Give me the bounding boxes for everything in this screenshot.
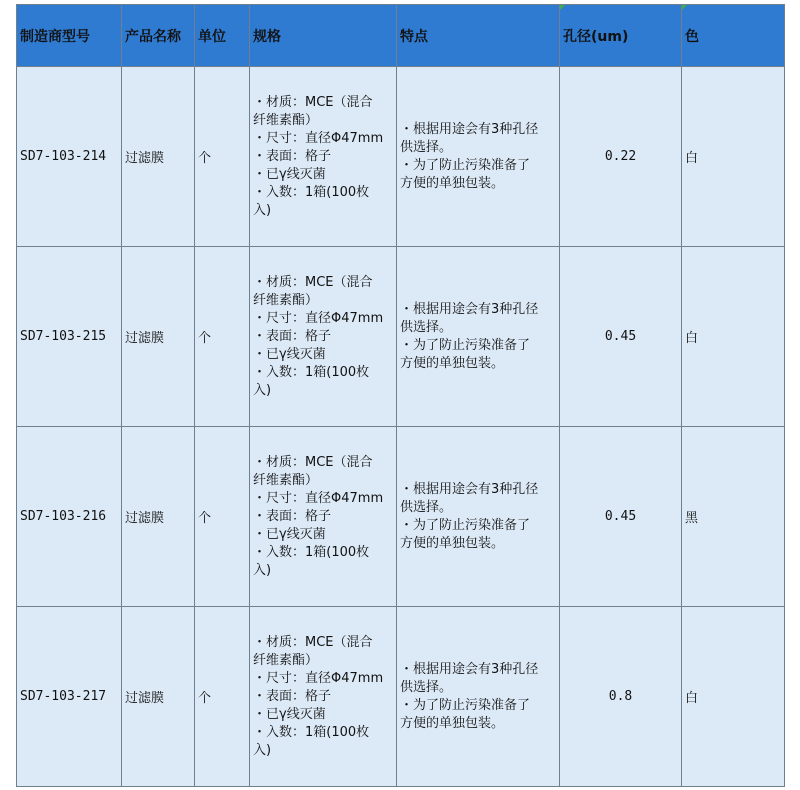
- cell-spec: ・材质：MCE（混合 纤维素酯） ・尺寸：直径Φ47mm ・表面：格子 ・已γ线灭菌 ・入数：1箱(100枚 入): [250, 607, 397, 787]
- cell-model: SD7-103-217: [17, 607, 122, 787]
- header-color: [682, 5, 785, 67]
- table-row: [17, 607, 785, 787]
- cell-feature: ・根据用途会有3种孔径 供选择。 ・为了防止污染准备了 方便的单独包装。: [397, 607, 560, 787]
- header-pore-size-label: 孔径(um): [563, 28, 629, 45]
- table-row: [17, 247, 785, 427]
- cell-color: 黑: [682, 427, 785, 607]
- cell-pore-size: 0.8: [560, 607, 682, 787]
- cell-color: 白: [682, 247, 785, 427]
- cell-pore-size: 0.45: [560, 427, 682, 607]
- header-product-name: 产品名称: [122, 5, 195, 67]
- table-row: [17, 67, 785, 247]
- cell-color: 白: [682, 67, 785, 247]
- cell-feature: ・根据用途会有3种孔径 供选择。 ・为了防止污染准备了 方便的单独包装。: [397, 67, 560, 247]
- cell-unit: 个: [195, 247, 250, 427]
- cell-feature: ・根据用途会有3种孔径 供选择。 ・为了防止污染准备了 方便的单独包装。: [397, 247, 560, 427]
- cell-spec: ・材质：MCE（混合 纤维素酯） ・尺寸：直径Φ47mm ・表面：格子 ・已γ线灭菌 ・入数：1箱(100枚 入): [250, 247, 397, 427]
- cell-pore-size: 0.22: [560, 67, 682, 247]
- cell-product-name: 过滤膜: [122, 607, 195, 787]
- cell-feature: ・根据用途会有3种孔径 供选择。 ・为了防止污染准备了 方便的单独包装。: [397, 427, 560, 607]
- header-unit: 单位: [195, 5, 250, 67]
- header-feature: 特点: [397, 5, 560, 67]
- cell-product-name: 过滤膜: [122, 427, 195, 607]
- cell-unit: 个: [195, 607, 250, 787]
- cell-spec: ・材质：MCE（混合 纤维素酯） ・尺寸：直径Φ47mm ・表面：格子 ・已γ线灭菌 ・入数：1箱(100枚 入): [250, 427, 397, 607]
- cell-model: SD7-103-215: [17, 247, 122, 427]
- header-color-label: 色: [685, 28, 699, 45]
- header-model: 制造商型号: [17, 5, 122, 67]
- cell-product-name: 过滤膜: [122, 247, 195, 427]
- cell-product-name: 过滤膜: [122, 67, 195, 247]
- cell-unit: 个: [195, 427, 250, 607]
- cell-comment-marker-icon: [682, 5, 687, 10]
- cell-comment-marker-icon: [560, 5, 565, 10]
- cell-spec: ・材质：MCE（混合 纤维素酯） ・尺寸：直径Φ47mm ・表面：格子 ・已γ线灭菌 ・入数：1箱(100枚 入): [250, 67, 397, 247]
- table-row: [17, 427, 785, 607]
- cell-pore-size: 0.45: [560, 247, 682, 427]
- header-row: [17, 5, 785, 67]
- product-spec-table: [16, 4, 785, 787]
- header-spec: 规格: [250, 5, 397, 67]
- cell-unit: 个: [195, 67, 250, 247]
- header-pore-size: [560, 5, 682, 67]
- cell-model: SD7-103-216: [17, 427, 122, 607]
- cell-model: SD7-103-214: [17, 67, 122, 247]
- cell-color: 白: [682, 607, 785, 787]
